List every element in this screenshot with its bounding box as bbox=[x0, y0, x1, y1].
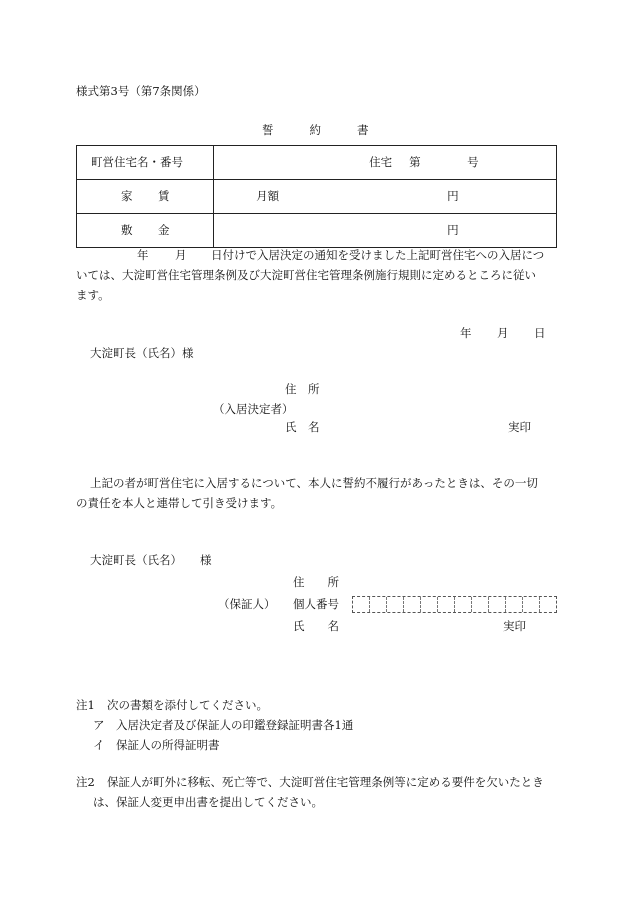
housing-info-table bbox=[76, 145, 557, 248]
mynumber-input-boxes[interactable] bbox=[352, 596, 557, 613]
rent-monthly-label: 月額 bbox=[256, 189, 280, 203]
mynumber-digit-box[interactable] bbox=[421, 597, 438, 612]
date-year: 年 bbox=[460, 326, 472, 340]
guarantor-seal: 実印 bbox=[503, 619, 526, 633]
addressee-sama: 様 bbox=[200, 553, 212, 567]
mynumber-digit-box[interactable] bbox=[353, 597, 370, 612]
guarantor-address-label: 住 所 bbox=[293, 575, 339, 589]
pledge-month: 月 bbox=[175, 248, 187, 262]
table-row bbox=[77, 180, 557, 214]
note-1-text: 次の書類を添付してください。 bbox=[107, 698, 268, 712]
housing-number-suffix: 号 bbox=[467, 155, 479, 169]
mynumber-digit-box[interactable] bbox=[455, 597, 472, 612]
guarantee-line-2: の責任を本人と連帯して引き受けます。 bbox=[76, 496, 283, 510]
deposit-label-cell bbox=[77, 214, 214, 248]
deposit-label-a: 敷 bbox=[121, 223, 133, 237]
mynumber-digit-box[interactable] bbox=[523, 597, 540, 612]
housing-name-value-cell[interactable] bbox=[214, 146, 557, 180]
rent-label-cell bbox=[77, 180, 214, 214]
guarantor-mynumber-label: 個人番号 bbox=[293, 597, 339, 611]
rent-label-b: 賃 bbox=[158, 189, 170, 203]
table-row bbox=[77, 214, 557, 248]
rent-value-cell[interactable] bbox=[214, 180, 557, 214]
form-number: 様式第3号（第7条関係） bbox=[76, 84, 206, 98]
deposit-value-cell[interactable] bbox=[214, 214, 557, 248]
mynumber-digit-box[interactable] bbox=[370, 597, 387, 612]
note-2-head: 注2 bbox=[76, 775, 95, 789]
housing-number-prefix: 第 bbox=[409, 155, 421, 169]
deposit-unit: 円 bbox=[447, 223, 459, 237]
tenant-address-label: 住 所 bbox=[285, 382, 320, 396]
mynumber-digit-box[interactable] bbox=[438, 597, 455, 612]
date-day: 日 bbox=[534, 326, 546, 340]
pledge-line-3: ます。 bbox=[76, 288, 110, 302]
table-row bbox=[77, 146, 557, 180]
title-char: 書 bbox=[357, 123, 369, 137]
pledge-year: 年 bbox=[137, 248, 149, 262]
mynumber-digit-box[interactable] bbox=[404, 597, 421, 612]
mynumber-digit-box[interactable] bbox=[489, 597, 506, 612]
mynumber-digit-box[interactable] bbox=[540, 597, 556, 612]
rent-label-a: 家 bbox=[121, 189, 133, 203]
note-2-line-2: は、保証人変更申出書を提出してください。 bbox=[93, 795, 323, 809]
mynumber-digit-box[interactable] bbox=[506, 597, 523, 612]
date-month: 月 bbox=[497, 326, 509, 340]
tenant-name-label: 氏 名 bbox=[285, 420, 320, 434]
rent-unit: 円 bbox=[447, 189, 459, 203]
title-char: 誓 bbox=[262, 123, 274, 137]
mynumber-digit-box[interactable] bbox=[472, 597, 489, 612]
addressee-mayor: 大淀町長（氏名）様 bbox=[90, 346, 194, 360]
note-1-head: 注1 bbox=[76, 698, 95, 712]
note-2-line-1: 保証人が町外に移転、死亡等で、大淀町営住宅管理条例等に定める要件を欠いたとき bbox=[107, 775, 544, 789]
tenant-role: （入居決定者） bbox=[213, 402, 294, 416]
housing-suffix: 住宅 bbox=[369, 155, 393, 169]
document-title bbox=[262, 125, 369, 137]
housing-name-label-cell bbox=[77, 146, 214, 180]
guarantee-line-1: 上記の者が町営住宅に入居するについて、本人に誓約不履行があったときは、その一切 bbox=[90, 476, 538, 490]
pledge-line-1: 日付けで入居決定の通知を受けました上記町営住宅への入居につ bbox=[211, 248, 545, 262]
mynumber-digit-box[interactable] bbox=[387, 597, 404, 612]
note-1-item-b: イ 保証人の所得証明書 bbox=[93, 738, 220, 752]
guarantor-name-label: 氏 名 bbox=[293, 619, 339, 633]
deposit-label-b: 金 bbox=[158, 223, 170, 237]
housing-name-label: 町営住宅名・番号 bbox=[91, 155, 183, 169]
pledge-line-2: いては、大淀町営住宅管理条例及び大淀町営住宅管理条例施行規則に定めるところに従い bbox=[76, 268, 536, 282]
title-char: 約 bbox=[309, 123, 321, 137]
guarantor-role: （保証人） bbox=[218, 597, 276, 611]
note-1-item-a: ア 入居決定者及び保証人の印鑑登録証明書各1通 bbox=[93, 718, 354, 732]
tenant-seal: 実印 bbox=[508, 420, 531, 434]
addressee-mayor-2: 大淀町長（氏名） bbox=[90, 553, 182, 567]
